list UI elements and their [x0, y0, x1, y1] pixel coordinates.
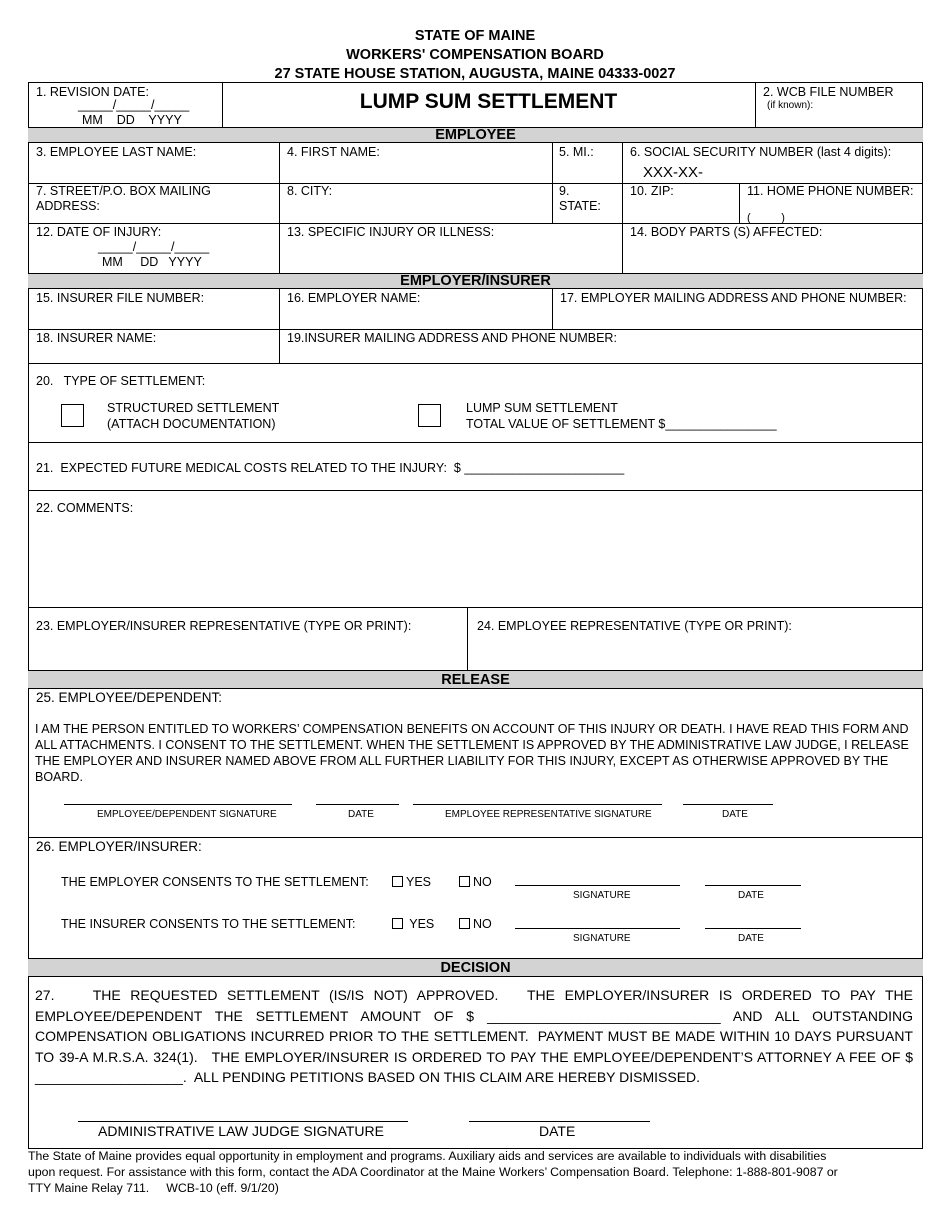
alj-signature-caption: ADMINISTRATIVE LAW JUDGE SIGNATURE [98, 1123, 384, 1139]
lump-sum-label: LUMP SUM SETTLEMENT [466, 401, 618, 415]
zip-label: 10. ZIP: [630, 184, 674, 198]
city-label: 8. CITY: [287, 184, 333, 198]
insurer-consent-label: THE INSURER CONSENTS TO THE SETTLEMENT: [61, 917, 356, 931]
employer-rep-label: 23. EMPLOYER/INSURER REPRESENTATIVE (TYPE OR PRINT): [36, 619, 412, 633]
employer-name-label: 16. EMPLOYER NAME: [287, 291, 421, 305]
rep-signature-caption: EMPLOYEE REPRESENTATIVE SIGNATURE [445, 809, 652, 820]
footer-line-3: TTY Maine Relay 711. WCB-10 (eff. 9/1/20) [28, 1181, 279, 1195]
employer-date-caption: DATE [738, 890, 764, 901]
revision-date-format: MM DD YYYY [82, 113, 182, 127]
date-of-injury-label: 12. DATE OF INJURY: [36, 225, 162, 239]
first-name-label: 4. FIRST NAME: [287, 145, 380, 159]
decision-statement: 27. THE REQUESTED SETTLEMENT (IS/IS NOT) APPROVED. THE EMPLOYER/INSURER IS ORDERED TO PAY THE EMPLOYEE/DEPENDENT THE SETTLEMENT AMOUNT OF $ ______________________________ AND ALL OUTSTANDING COMPENSATION OBLIGATIONS INCURRED PRIOR TO THE SETTLEMENT. PAYMENT MUST BE MADE WITHIN 10 DAYS PURSUANT TO 39-A M.R.S.A. 324(1). THE EMPLOYER/INSURER IS ORDERED TO PAY THE EMPLOYEE/DEPENDENT’S ATTORNEY A FEE OF $ ___________________. ALL PENDING PETITIONS BASED ON THIS CLAIM ARE HEREBY DISMISSED. [35, 987, 917, 1085]
structured-settlement-note: (ATTACH DOCUMENTATION) [107, 417, 276, 431]
header-board: WORKERS' COMPENSATION BOARD [346, 47, 604, 63]
employer-address-label: 17. EMPLOYER MAILING ADDRESS AND PHONE NUMBER: [560, 291, 907, 305]
date-of-injury-blank[interactable]: _____/_____/_____ [98, 240, 210, 254]
employer-consent-no[interactable]: NO [459, 874, 492, 890]
street-label-1: 7. STREET/P.O. BOX MAILING [36, 184, 211, 198]
revision-date-label: 1. REVISION DATE: [36, 85, 149, 99]
structured-settlement-checkbox[interactable] [61, 404, 84, 427]
footer-notice [28, 1148, 888, 1196]
release-statement: I AM THE PERSON ENTITLED TO WORKERS’ COMPENSATION BENEFITS ON ACCOUNT OF THIS INJURY OR DEATH. I HAVE READ THIS FORM AND ALL ATTACHMENTS. I CONSENT TO THE SETTLEMENT. WHEN THE SETTLEMENT IS APPROVED BY THE ADMINISTRATIVE LAW JUDGE, I RELEASE THE EMPLOYER AND INSURER NAMED ABOVE FROM ALL FURTHER LIABILITY FOR THIS INJURY, EXCEPT AS OTHERWISE APPROVED BY THE BOARD. [35, 722, 909, 784]
employer-consent-label: THE EMPLOYER CONSENTS TO THE SETTLEMENT: [61, 875, 369, 889]
employer-consent-yes[interactable]: YES [392, 874, 431, 890]
employee-rep-label: 24. EMPLOYEE REPRESENTATIVE (TYPE OR PRINT): [477, 619, 792, 633]
form-title: LUMP SUM SETTLEMENT [359, 90, 618, 113]
ssn-label: 6. SOCIAL SECURITY NUMBER (last 4 digits): [630, 145, 892, 159]
total-value-label[interactable]: TOTAL VALUE OF SETTLEMENT $________________ [466, 417, 777, 431]
checkbox-icon [392, 876, 403, 887]
header-state: STATE OF MAINE [414, 28, 536, 44]
specific-injury-label: 13. SPECIFIC INJURY OR ILLNESS: [287, 225, 495, 239]
comments-field[interactable] [29, 515, 922, 607]
body-parts-label: 14. BODY PARTS (S) AFFECTED: [630, 225, 823, 239]
employer-insurer-label: 26. EMPLOYER/INSURER: [36, 839, 202, 854]
section-release: RELEASE [28, 670, 923, 689]
home-phone-blank[interactable]: ( ) [747, 212, 785, 224]
checkbox-icon [459, 876, 470, 887]
structured-settlement-label: STRUCTURED SETTLEMENT [107, 401, 280, 415]
insurer-date-caption: DATE [738, 933, 764, 944]
footer-line-1: The State of Maine provides equal opportunity in employment and programs. Auxiliary aids and services are available to individuals with disabilities [28, 1149, 827, 1163]
lump-sum-checkbox[interactable] [418, 404, 441, 427]
insurer-consent-no[interactable]: NO [459, 916, 492, 932]
home-phone-label: 11. HOME PHONE NUMBER: [747, 184, 914, 198]
rep-date-caption: DATE [722, 809, 748, 820]
wcb-file-label: 2. WCB FILE NUMBER [763, 85, 894, 99]
date-of-injury-format: MM DD YYYY [102, 255, 202, 269]
header-address: 27 STATE HOUSE STATION, AUGUSTA, MAINE 04333-0027 [274, 66, 676, 82]
mi-label: 5. MI.: [559, 145, 594, 159]
insurer-consent-yes[interactable]: YES [392, 916, 434, 932]
insurer-name-label: 18. INSURER NAME: [36, 331, 157, 345]
alj-date-caption: DATE [539, 1123, 576, 1139]
future-medical-costs-label[interactable]: 21. EXPECTED FUTURE MEDICAL COSTS RELATED TO THE INJURY: $ _______________________ [36, 461, 625, 475]
checkbox-icon [459, 918, 470, 929]
employee-date-caption: DATE [348, 809, 374, 820]
insurer-signature-caption: SIGNATURE [573, 933, 631, 944]
revision-date-blank[interactable]: _____/_____/_____ [78, 98, 190, 112]
employee-signature-caption: EMPLOYEE/DEPENDENT SIGNATURE [97, 809, 277, 820]
section-employee: EMPLOYEE [28, 127, 923, 143]
street-label-2: ADDRESS: [36, 199, 100, 213]
checkbox-icon [392, 918, 403, 929]
comments-label: 22. COMMENTS: [36, 501, 134, 515]
employee-last-name-label: 3. EMPLOYEE LAST NAME: [36, 145, 197, 159]
employee-dependent-label: 25. EMPLOYEE/DEPENDENT: [36, 690, 223, 705]
section-employer-insurer: EMPLOYER/INSURER [28, 273, 923, 289]
state-label-num: 9. [559, 184, 570, 198]
state-label: STATE: [559, 199, 601, 213]
employer-signature-caption: SIGNATURE [573, 890, 631, 901]
footer-line-2: upon request. For assistance with this form, contact the ADA Coordinator at the Maine Workers’ Compensation Board. Telephone: 1-888-801-9087 or [28, 1165, 838, 1179]
type-of-settlement-label: 20. TYPE OF SETTLEMENT: [36, 374, 206, 388]
ssn-prefix[interactable]: XXX-XX- [643, 164, 704, 181]
insurer-file-number-label: 15. INSURER FILE NUMBER: [36, 291, 205, 305]
insurer-address-label: 19.INSURER MAILING ADDRESS AND PHONE NUMBER: [287, 331, 617, 345]
wcb-file-sub: (if known): [767, 100, 814, 111]
section-decision: DECISION [28, 958, 923, 977]
